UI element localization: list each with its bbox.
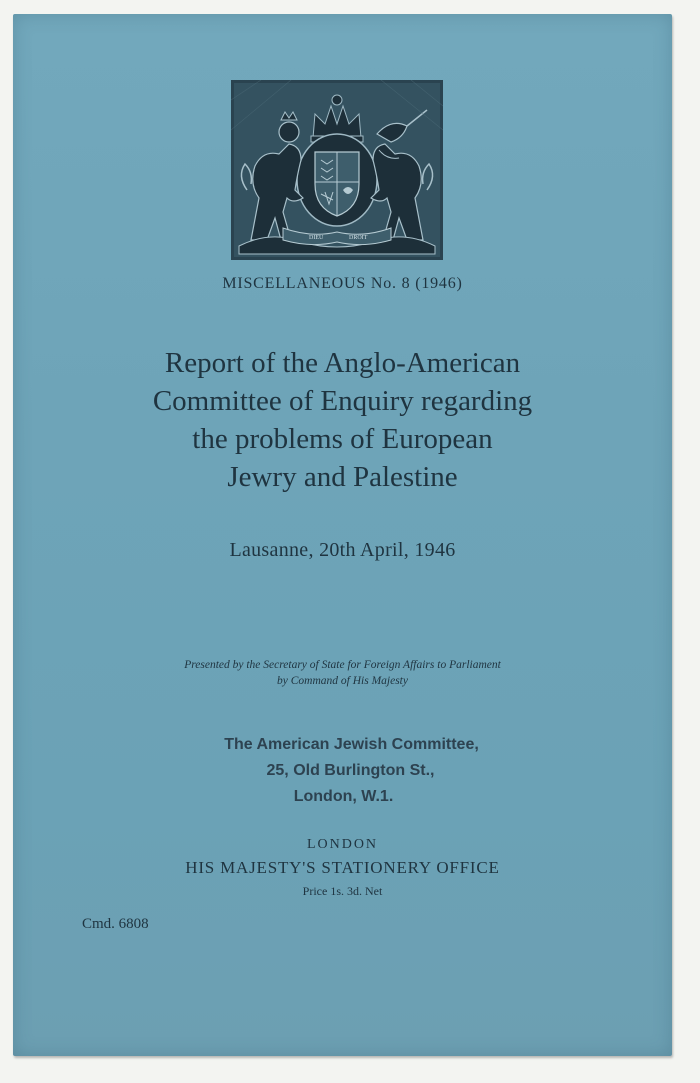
ownership-stamp <box>13 732 672 810</box>
dateline: Lausanne, 20th April, 1946 <box>229 539 456 561</box>
motto-right-text: DROIT <box>349 235 368 241</box>
publisher-office: HIS MAJESTY'S STATIONERY OFFICE <box>185 858 500 877</box>
publisher-city: LONDON <box>306 837 379 852</box>
royal-coat-of-arms-icon <box>231 80 443 260</box>
motto-left-text: DIEU <box>309 235 324 241</box>
stamp-line: The American Jewish Committee, <box>224 736 479 753</box>
report-title <box>73 344 612 496</box>
presentation-note <box>53 657 632 689</box>
title-line: Jewry and Palestine <box>227 461 458 493</box>
title-line: Committee of Enquiry regarding <box>152 385 533 417</box>
series-number: MISCELLANEOUS No. 8 (1946) <box>222 275 463 292</box>
stamp-line: 25, Old Burlington St., <box>266 762 435 779</box>
command-number: Cmd. 6808 <box>82 916 149 932</box>
price: Price 1s. 3d. Net <box>302 884 383 898</box>
document-cover <box>13 14 672 1056</box>
presentation-line: by Command of His Majesty <box>277 675 408 687</box>
royal-coat-of-arms <box>231 80 443 260</box>
publisher-block <box>13 834 672 902</box>
title-line: Report of the Anglo-American <box>164 347 521 379</box>
title-line: the problems of European <box>192 423 493 455</box>
stamp-line: London, W.1. <box>293 788 394 805</box>
presentation-line: Presented by the Secretary of State for Foreign Affairs to Parliament <box>184 659 501 671</box>
